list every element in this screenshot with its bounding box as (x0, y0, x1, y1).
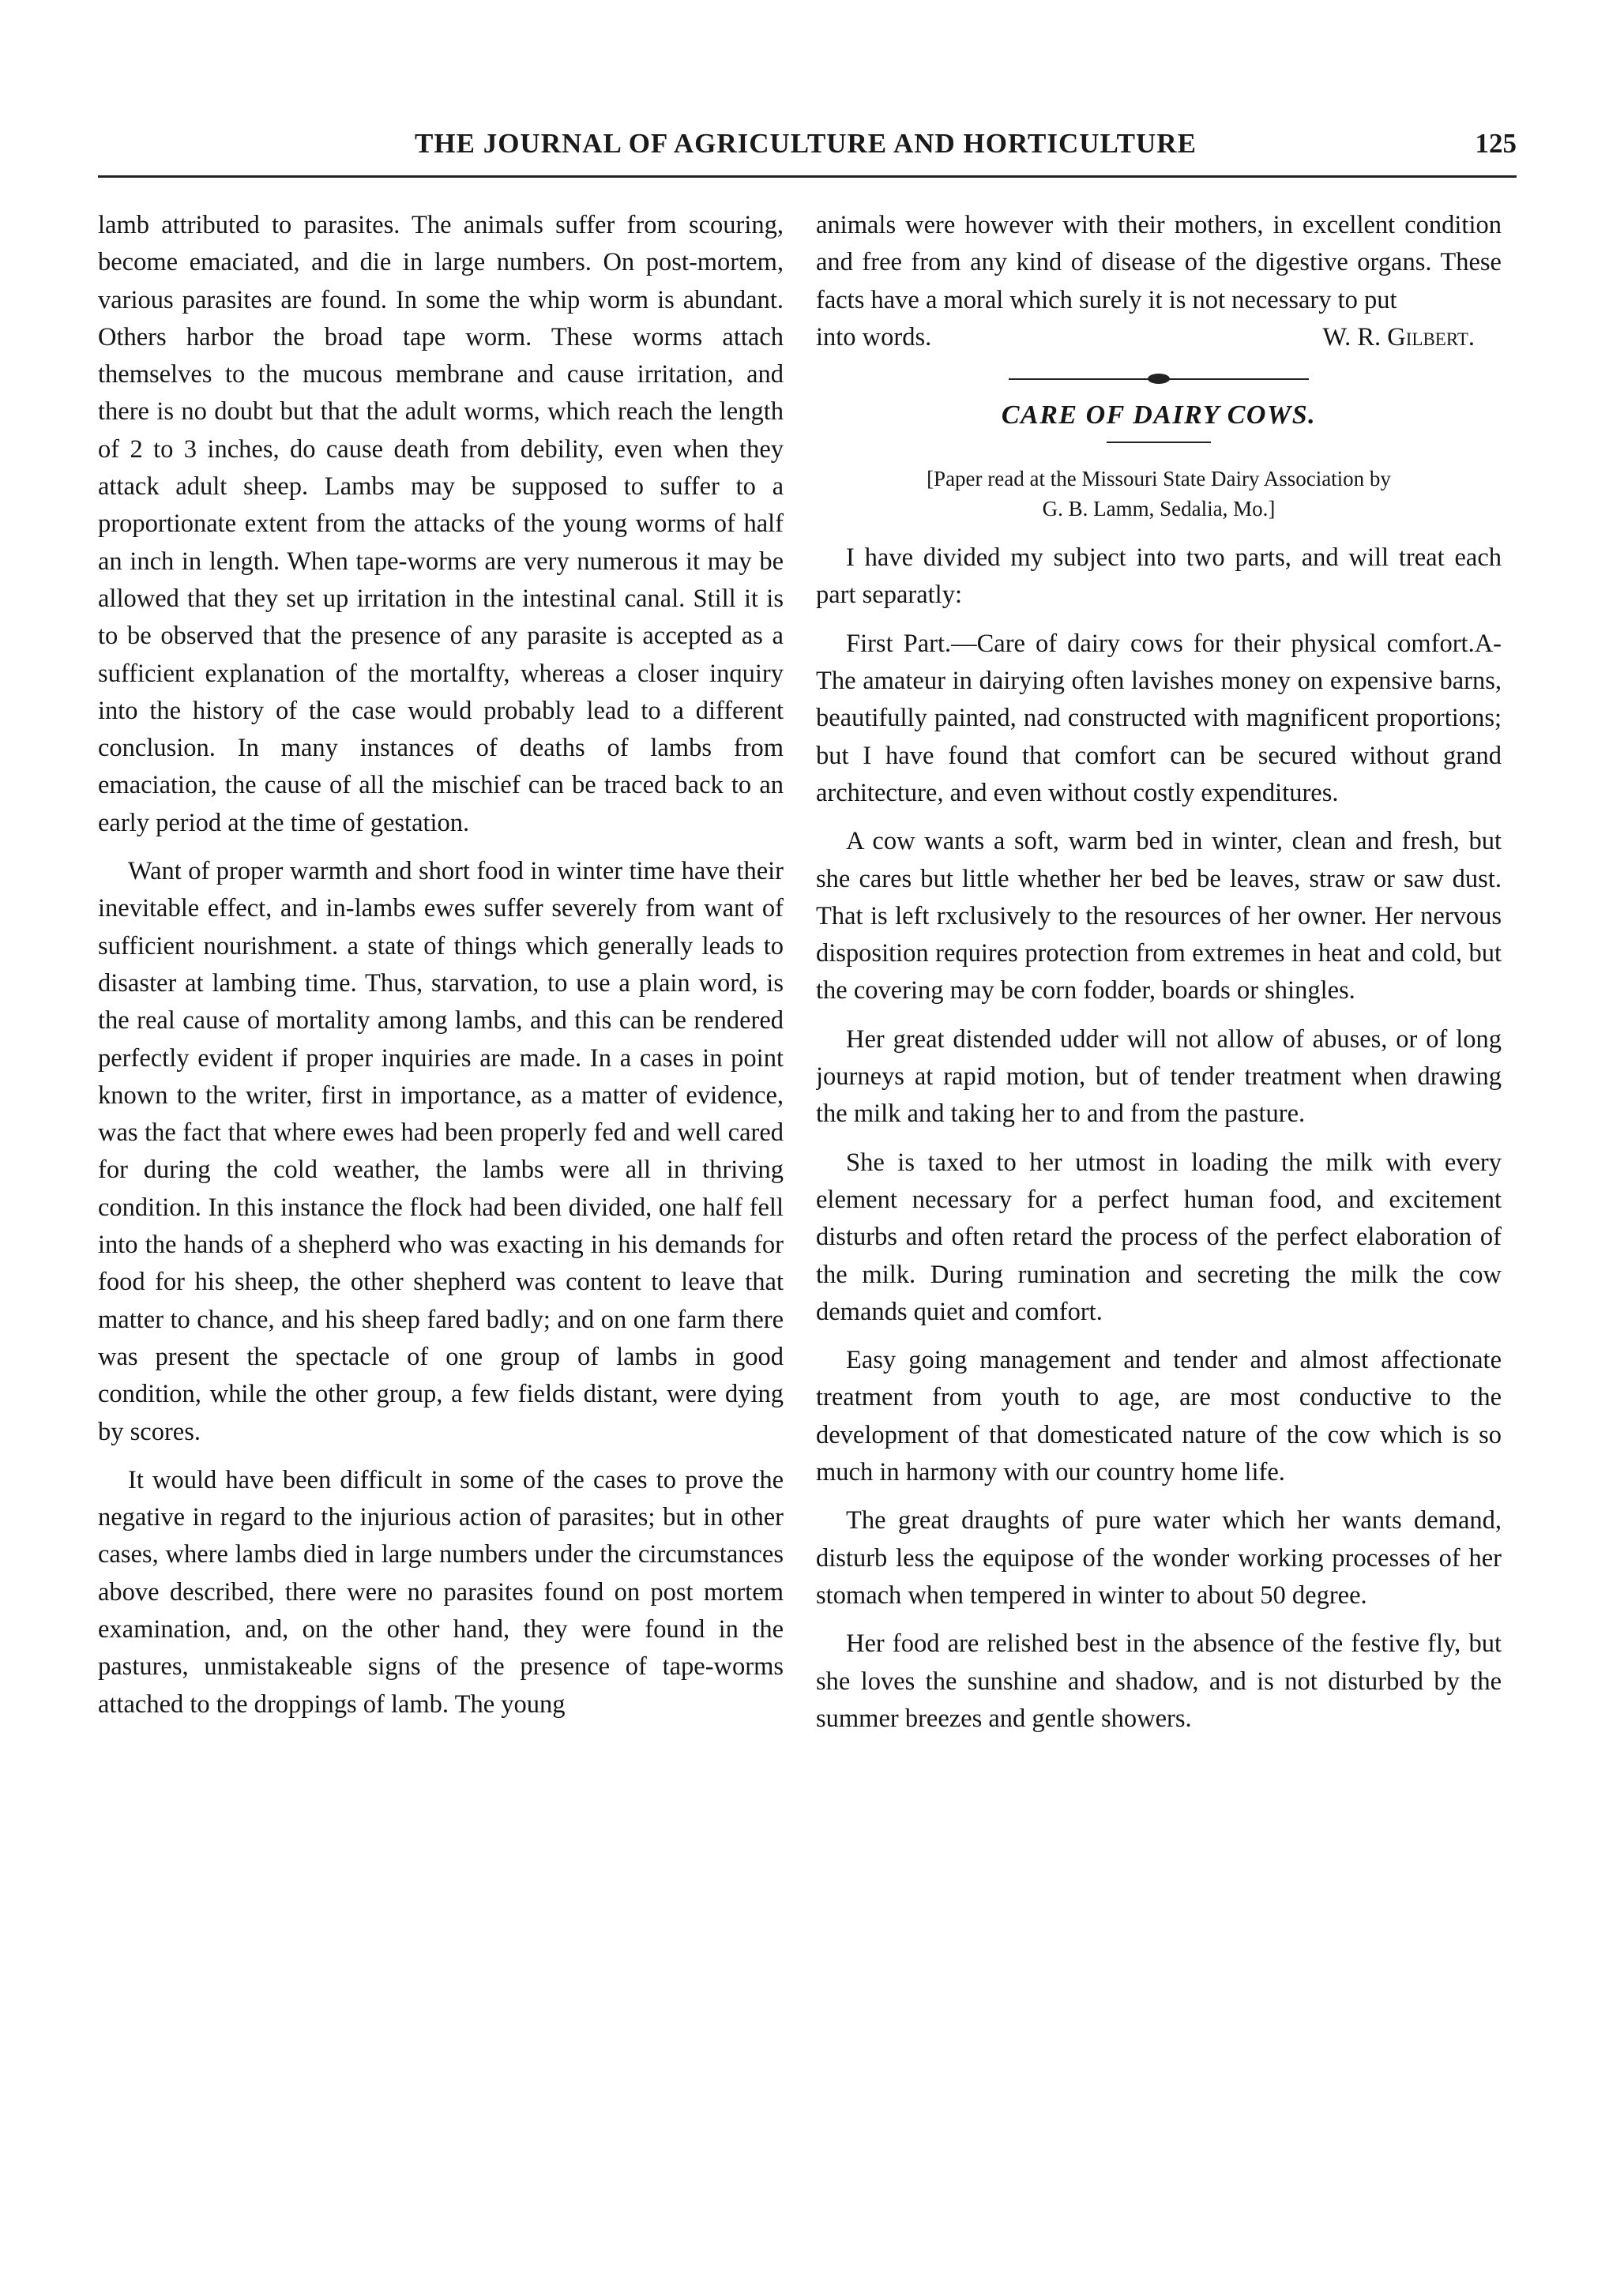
divider-ornament-icon (1148, 374, 1170, 384)
signature-line (816, 319, 1502, 356)
paragraph: She is taxed to her utmost in loading the milk with every element necessary for a perfect human food, and excitement disturbs and often retard the process of the perfect elaboration of the milk. During rumination and secreting the milk the cow demands quiet and comfort. (816, 1148, 1502, 1326)
running-head (95, 128, 1517, 167)
paragraph: Want of proper warmth and short food in winter time have their inevitable effect, and in-lambs ewes suffer severely from want of sufficient nourishment. a state of things which generally leads to disaster at lambing time. Thus, starvation, to use a plain word, is the real cause of mortality among lambs, and this can be rendered perfectly evident if proper inquiries are made. In a cases in point known to the writer, first in importance, as a matter of evidence, was the fact that where ewes had been properly fed and well cared for during the cold weather, the lambs were all in thriving condition. In this instance the flock had been divided, one half fell into the hands of a shepherd who was exacting in his demands for food for his sheep, the other shepherd was content to leave that matter to chance, and his sheep fared badly; and on one farm there was present the spectacle of one group of lambs in good condition, while the other group, a few fields distant, were dying by scores. (98, 857, 784, 1446)
right-column (816, 207, 1502, 2229)
paragraph: Her great distended udder will not allow of abuses, or of long journeys at rapid motion, but of tender treatment when drawing the milk and taking her to and from the pasture. (816, 1024, 1502, 1129)
paragraph: First Part.—Care of dairy cows for their physical comfort.A-The amateur in dairying often lavishes money on expensive barns, beautifully painted, nad constructed with magnificent proportions; but I have found that comfort can be secured without grand architecture, and even without costly expenditures. (816, 629, 1502, 807)
paragraph: A cow wants a soft, warm bed in winter, clean and fresh, but she cares but little whether her bed be leaves, straw or saw dust. That is left rxclusively to the resources of her owner. Her nervous disposition requires protection from extremes in heat and cold, but the covering may be corn fodder, boards or shingles. (816, 827, 1502, 1005)
header-rule (98, 175, 1517, 178)
left-column (98, 207, 784, 2229)
page-number: 125 (1475, 128, 1517, 159)
journal-title: THE JOURNAL OF AGRICULTURE AND HORTICULTURE (415, 128, 1197, 159)
continuation-paragraph: animals were however with their mothers, in excellent condition and free from any kind of disease of the digestive organs. These facts have a moral which surely it is not necessary to put (816, 211, 1502, 314)
byline-line: [Paper read at the Missouri State Dairy Association by (927, 467, 1391, 491)
ornamental-divider (1009, 372, 1309, 386)
paragraph: I have divided my subject into two parts, and will treat each part separatly: (816, 543, 1502, 610)
signature-lead: into words. (816, 322, 932, 351)
article-title: CARE OF DAIRY COWS. (1001, 400, 1317, 430)
paragraph: The great draughts of pure water which her wants demand, disturb less the equipose of the wonder working processes of her stomach when tempered in winter to about 50 degree. (816, 1506, 1502, 1610)
author-signature: W. R. Gilbert. (1322, 322, 1475, 351)
paragraph: It would have been difficult in some of the cases to prove the negative in regard to the injurious action of parasites; but in other cases, where lambs died in large numbers under the circumstances above described, there were no parasites found on post mortem examination, and, on the other hand, they were found in the pastures, unmistakeable signs of the presence of tape-worms attached to the droppings of lamb. The young (98, 1465, 784, 1719)
paragraph: Her food are relished best in the absence of the festive fly, but she loves the sunshine and shadow, and is not disturbed by the summer breezes and gentle showers. (816, 1629, 1502, 1733)
paragraph: lamb attributed to parasites. The animals suffer from scouring, become emaciated, and die in large numbers. On post-mortem, various parasites are found. In some the whip worm is abundant. Others harbor the broad tape worm. These worms attach themselves to the mucous membrane and cause irritation, and there is no doubt but that the adult worms, which reach the length of 2 to 3 inches, do cause death from debility, even when they attack adult sheep. Lambs may be supposed to suffer to a proportionate extent from the attacks of the young worms of half an inch in length. When tape-worms are very numerous it may be allowed that they set up irritation in the intestinal canal. Still it is to be observed that the presence of any parasite is accepted as a sufficient explanation of the mortalfty, whereas a closer inquiry into the history of the case would probably lead to a different conclusion. In many instances of deaths of lambs from emaciation, the cause of all the mischief can be traced back to an early period at the time of gestation. (98, 211, 784, 837)
byline (816, 464, 1502, 524)
byline-line: G. B. Lamm, Sedalia, Mo.] (1042, 497, 1276, 521)
title-rule (1107, 442, 1211, 443)
paragraph: Easy going management and tender and almost affectionate treatment from youth to age, are most conductive to the development of that domesticated nature of the cow which is so much in harmony with our country home life. (816, 1346, 1502, 1487)
